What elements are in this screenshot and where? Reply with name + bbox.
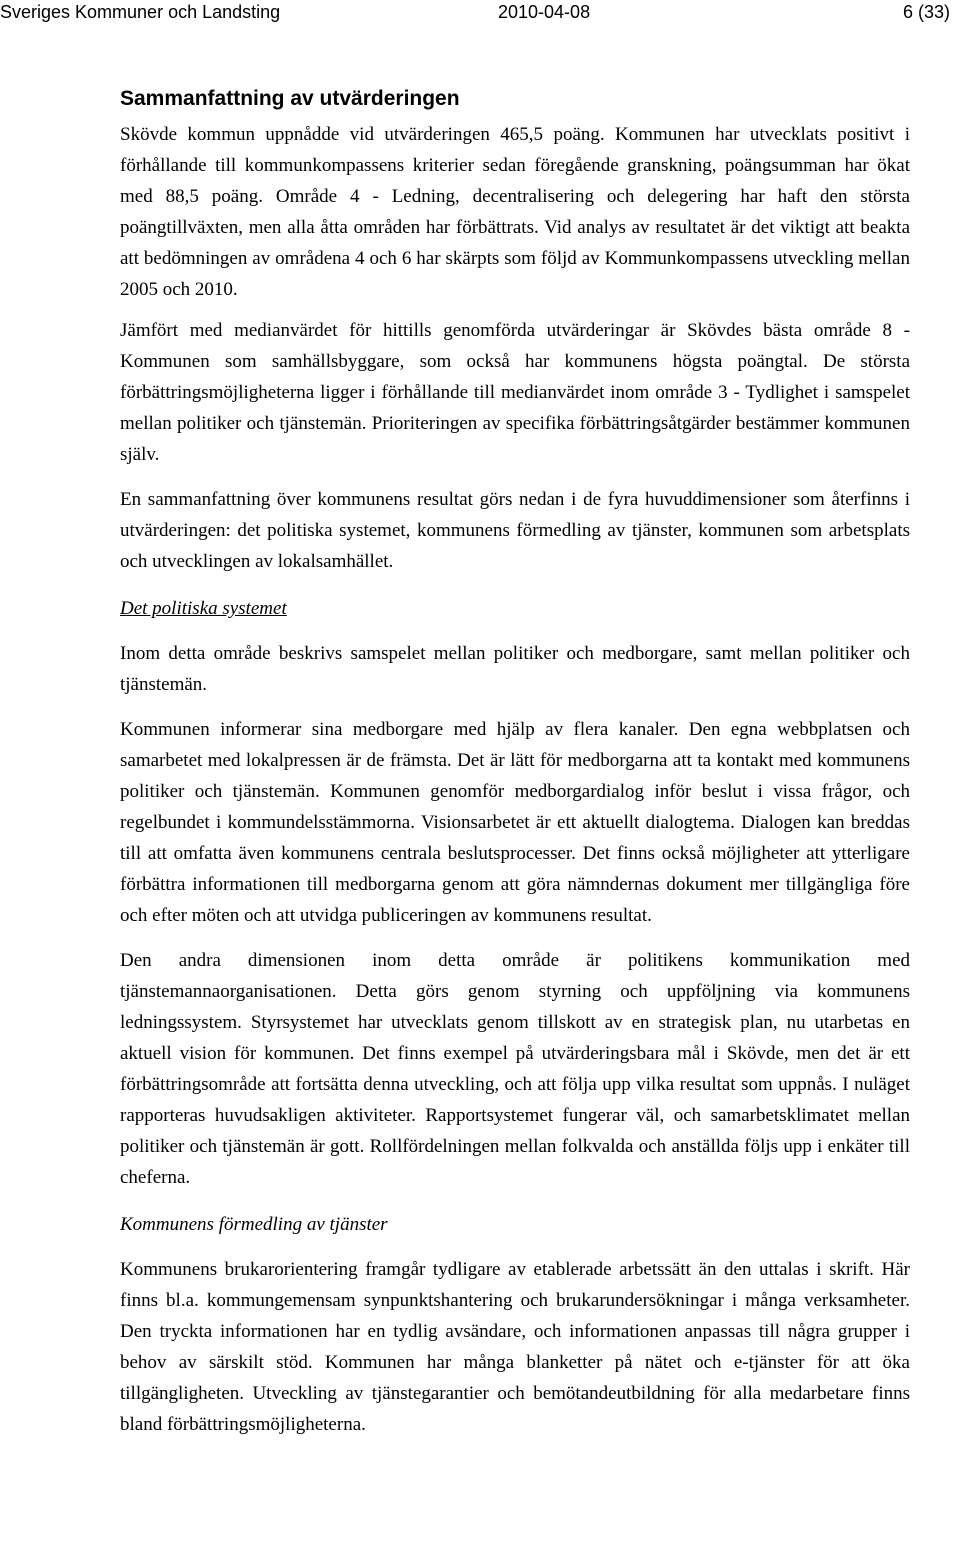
paragraph-summary-score: Skövde kommun uppnådde vid utvärderingen 465,5 poäng. Kommunen har utvecklats positivt i förhållande till kommunkompassens kriterier sedan föregående granskning, poängsumman har ökat med 88,5 poäng. Område 4 - Ledning, decentralisering och delegering har haft den största poängtillväxten, men alla åtta områden har förbättrats. Vid analys av resultatet är det viktigt att beakta att bedömningen av områdena 4 och 6 har skärpts som följd av Kommunkompassens utveckling mellan 2005 och 2010. (120, 124, 910, 300)
header-organization: Sveriges Kommuner och Landsting (0, 2, 281, 22)
header-page-number: 6 (33) (902, 2, 950, 22)
subheading-service-delivery: Kommunens förmedling av tjänster (120, 1214, 388, 1235)
subheading-political-system: Det politiska systemet (120, 598, 287, 619)
paragraph-political-communication: Den andra dimensionen inom detta område är politikens kommunikation med tjänstemannaorganisationen. Detta görs genom styrning och uppföljning via kommunens ledningssystem. Styrsystemet har utvecklats genom tillskott av en strategisk plan, nu utarbetas en aktuell vision för kommunen. Det finns exempel på utvärderingsbara mål i Skövde, men det är ett förbättringsområde att fortsätta denna utveckling, och att följa upp vilka resultat som uppnås. I nuläget rapporteras huvudsakligen aktiviteter. Rapportsystemet fungerar väl, och samarbetsklimatet mellan politiker och tjänstemän är gott. Rollfördelningen mellan folkvalda och anställda följs upp i enkäter till cheferna. (120, 950, 910, 1188)
paragraph-political-system-scope: Inom detta område beskrivs samspelet mellan politiker och medborgare, samt mellan politiker och tjänstemän. (120, 643, 910, 695)
document-body (120, 84, 910, 1440)
section-title: Sammanfattning av utvärderingen (120, 87, 460, 110)
paragraph-median-comparison: Jämfört med medianvärdet för hittills genomförda utvärderingar är Skövdes bästa område 8 - Kommunen som samhällsbyggare, som också har kommunens högsta poängtal. De största förbättringsmöjligheterna ligger i förhållande till medianvärdet inom område 3 - Tydlighet i samspelet mellan politiker och tjänstemän. Prioriteringen av specifika förbättringsåtgärder bestämmer kommunen själv. (120, 320, 910, 465)
paragraph-citizen-information: Kommunen informerar sina medborgare med hjälp av flera kanaler. Den egna webbplatsen och samarbetet med lokalpressen är de främsta. Det är lätt för medborgarna att ta kontakt med kommunens politiker och tjänstemän. Kommunen genomför medborgardialog inför beslut i vissa frågor, och regelbundet i kommundelsstämmorna. Visionsarbetet är ett aktuellt dialogtema. Dialogen kan breddas till att omfatta även kommunens centrala beslutsprocesser. Det finns också möjligheter att ytterligare förbättra informationen till medborgarna genom att göra nämndernas dokument mer tillgängliga före och efter möten och att utvidga publiceringen av kommunens resultat. (120, 719, 910, 926)
page-header (0, 0, 960, 30)
paragraph-dimensions-intro: En sammanfattning över kommunens resultat görs nedan i de fyra huvuddimensioner som återfinns i utvärderingen: det politiska systemet, kommunens förmedling av tjänster, kommunen som arbetsplats och utvecklingen av lokalsamhället. (120, 489, 910, 572)
header-date: 2010-04-08 (498, 2, 591, 22)
paragraph-user-orientation: Kommunens brukarorientering framgår tydligare av etablerade arbetssätt än den uttalas i skrift. Här finns bl.a. kommungemensam synpunktshantering och brukarundersökningar i många verksamheter. Den tryckta informationen har en tydlig avsändare, och informationen anpassas till några grupper i behov av särskilt stöd. Kommunen har många blanketter på nätet och e-tjänster för att öka tillgängligheten. Utveckling av tjänstegarantier och bemötandeutbildning för alla medarbetare finns bland förbättringsmöjligheterna. (120, 1259, 910, 1435)
